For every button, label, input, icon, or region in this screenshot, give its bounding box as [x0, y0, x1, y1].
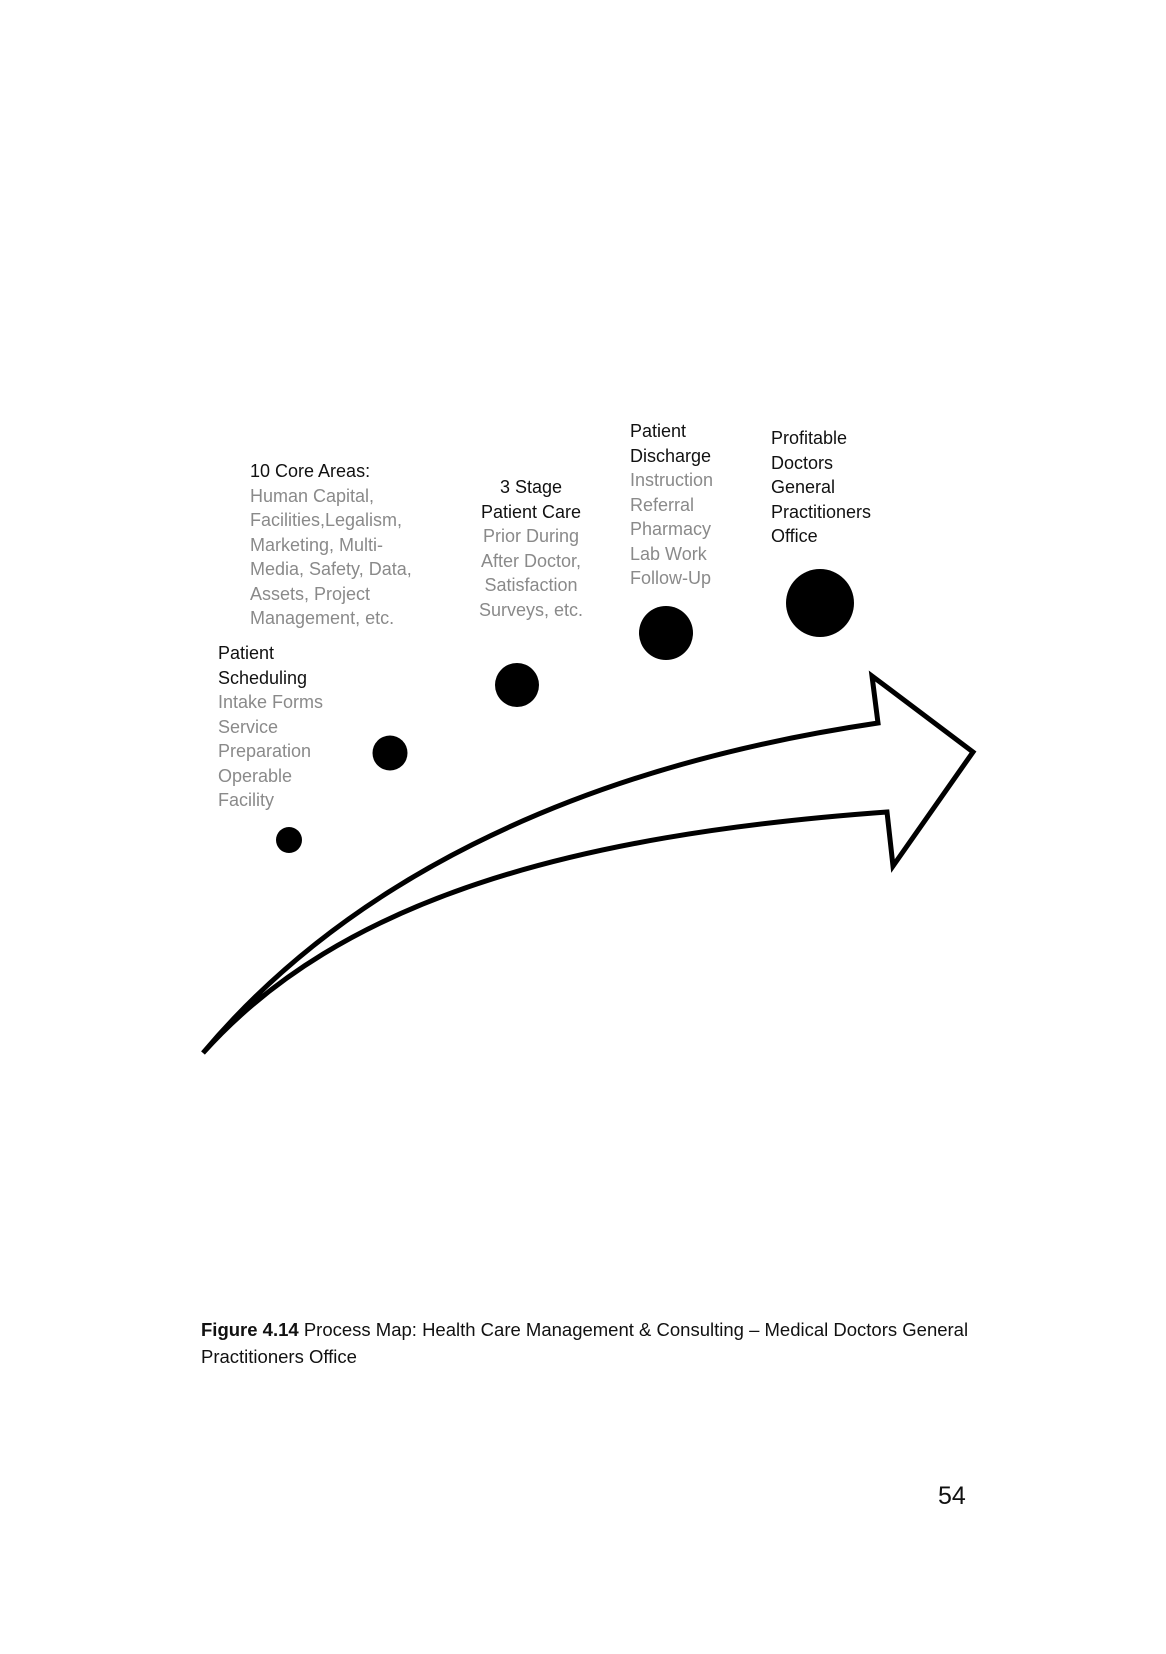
stage-item: Follow-Up	[630, 568, 712, 588]
stage-item: Media, Safety, Data,	[250, 559, 412, 579]
stage-item: Service	[218, 716, 279, 737]
stage-item: Facility	[218, 790, 275, 810]
stage-heading: Profitable	[771, 428, 848, 448]
stage-item: Preparation	[218, 741, 312, 761]
stage-item: Assets, Project	[250, 583, 371, 604]
figure-caption-text: Process Map: Health Care Management & Consulting – Medical Doctors General Practitioners Office	[201, 1319, 969, 1367]
stage-label-core-areas	[250, 459, 412, 631]
stage-dot-1	[276, 827, 302, 853]
stage-label-patient-discharge	[630, 419, 713, 591]
stage-item: Facilities,Legalism,	[250, 510, 403, 530]
stage-label-patient-care	[466, 475, 596, 622]
stage-dot-5	[786, 569, 854, 637]
stage-item: Satisfaction	[484, 575, 578, 595]
stage-heading: Office	[771, 526, 818, 546]
stage-heading: Patient	[630, 421, 687, 441]
stage-item: Operable	[218, 765, 293, 786]
stage-item: Human Capital,	[250, 485, 375, 506]
stage-heading: Doctors	[771, 452, 834, 473]
stage-item: Marketing, Multi-	[250, 534, 384, 555]
page-number: 54	[938, 1482, 966, 1510]
stage-heading: 3 Stage	[499, 477, 563, 497]
stage-heading: 10 Core Areas:	[250, 461, 371, 481]
figure-caption-label: Figure 4.14	[201, 1319, 299, 1340]
stage-item: Referral	[630, 494, 695, 515]
stage-heading: Discharge	[630, 445, 712, 466]
stage-heading: Scheduling	[218, 667, 308, 688]
stage-item: Pharmacy	[630, 519, 712, 539]
stage-item: Instruction	[630, 470, 714, 490]
stage-heading: Practitioners	[771, 501, 872, 522]
stage-heading: Patient	[218, 643, 275, 663]
stage-item: Management, etc.	[250, 608, 395, 628]
stage-heading: Patient Care	[480, 501, 582, 522]
stage-item: Lab Work	[630, 543, 707, 564]
stage-dot-2	[373, 736, 408, 771]
stage-dot-4	[639, 606, 693, 660]
stage-label-patient-scheduling	[218, 641, 323, 813]
stage-item: After Doctor,	[480, 550, 582, 571]
stage-item: Prior During	[482, 526, 580, 546]
stage-label-profitable-office	[771, 426, 871, 549]
stage-dot-3	[495, 663, 539, 707]
stage-heading: General	[771, 477, 836, 497]
figure-caption	[201, 1316, 981, 1370]
stage-item: Intake Forms	[218, 692, 324, 712]
stage-item: Surveys, etc.	[478, 599, 584, 620]
